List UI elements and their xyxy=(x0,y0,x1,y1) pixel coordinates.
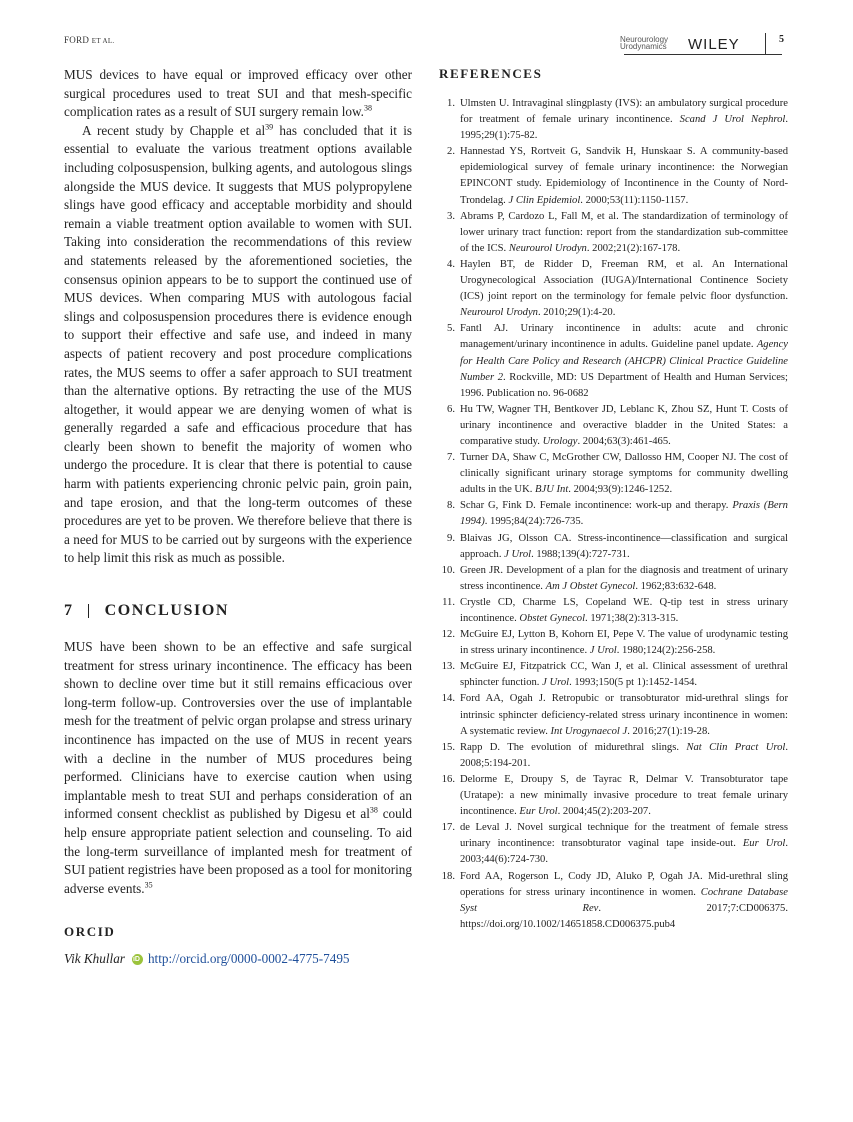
reference-citation-details: . 2004;45(2):203-207. xyxy=(557,806,651,818)
para2-text-a: A recent study by Chapple et al xyxy=(82,122,266,138)
reference-authors-title: Turner DA, Shaw C, McGrother CW, Dallosso HM, Cooper NJ. The cost of clinically significant urinary storage symptoms for community dwelling adults in the UK. xyxy=(460,452,788,496)
reference-citation-details: . 2016;27(1):19-28. xyxy=(627,725,710,737)
references-column xyxy=(439,66,788,933)
journal-logo-line2: Urodynamics xyxy=(620,42,667,51)
reference-authors-title: Blaivas JG, Olsson CA. Stress-incontinence—classification and surgical approach. xyxy=(460,532,788,560)
reference-authors-title: Hu TW, Wagner TH, Bentkover JD, Leblanc K, Zhou SZ, Hunt T. Costs of urinary incontinence and overactive bladder in the United States: a comparative study. xyxy=(460,403,788,447)
reference-journal: Agency for Health Care Policy and Research (AHCPR) Clinical Practice Guideline Number 2 xyxy=(460,339,788,383)
reference-item xyxy=(439,144,788,208)
reference-journal: J Urol xyxy=(504,548,532,560)
reference-citation-details: . Rockville, MD: US Department of Health and Human Services; 1996. Publication no. 96-0682 xyxy=(460,371,788,399)
reference-journal: Cochrane Database Syst Rev xyxy=(460,886,788,914)
reference-citation-details: . 2010;29(1):4-20. xyxy=(537,307,616,319)
reference-item xyxy=(439,869,788,933)
header-rule xyxy=(624,54,782,55)
orcid-author-name: Vik Khullar xyxy=(64,951,125,967)
reference-authors-title: Schar G, Fink D. Female incontinence: work-up and therapy. xyxy=(460,500,733,512)
reference-citation-details: . 1995;84(24):726-735. xyxy=(484,516,584,528)
reference-journal: Praxis (Bern 1994) xyxy=(460,500,788,528)
reference-authors-title: Green JR. Development of a plan for the diagnosis and treatment of urinary stress incontinence. xyxy=(460,564,788,592)
reference-citation-details: . 2008;5:194-201. xyxy=(460,741,788,769)
reference-text xyxy=(460,404,788,447)
reference-citation-details: . 1993;150(5 pt 1):1452-1454. xyxy=(569,677,698,689)
reference-citation-details: . 1980;124(2):256-258. xyxy=(616,645,716,657)
reference-journal: Nat Clin Pract Urol xyxy=(686,741,786,753)
reference-item xyxy=(439,498,788,530)
reference-number: 14. xyxy=(441,693,455,705)
citation-38b: 38 xyxy=(369,805,378,815)
reference-journal: Obstet Gynecol xyxy=(519,613,586,624)
header-divider xyxy=(765,33,766,55)
reference-journal: Neurourol Urodyn xyxy=(508,242,587,254)
conclusion-paragraph xyxy=(64,638,412,898)
section-heading-conclusion xyxy=(64,602,412,620)
orcid-heading: ORCID xyxy=(64,924,116,940)
reference-journal: Int Urogynaecol J xyxy=(550,725,628,737)
reference-journal: Eur Urol xyxy=(742,838,786,850)
reference-number: 7. xyxy=(447,452,455,464)
conclusion-text-b: could help ensure appropriate patient selection and counseling. To aid the long-term surveillance of implanted mesh for treatment of SUI patient registries have been proposed as a tool for monitoring adverse events. xyxy=(64,806,412,896)
reference-number: 3. xyxy=(447,210,455,222)
para2-text-b: has concluded that it is essential to evaluate the various treatment options available including colposuspension, bulking agents, and autologous slings alongside the MUS device. It suggests that MUS polypropylene slings have good efficacy and acceptable morbidity and should remain a viable treatment option available to women with SUI. Taking into consideration the recommendations of this review and statements released by the aforementioned societies, the consensus opinion appears to be to support the continued use of MUS devices. When comparing MUS with autologous facial slings and colposuspension procedures there is evidence enough to support their effective and safe use, and indeed in many aspects of patient recovery and post procedure complications rates, the MUS seems to offer a safer approach to SUI treatment than the alternative options. By retracting the use of the MUS altogether, it would appear we are denying women of what is generally regarded a safe and efficacious procedure that has clearly been shown to benefit the majority of women who undergo the procedure. It is clear that there is potential to cause harm with patients experiencing chronic pelvic pain, groin pain, and tape erosion, and that the long-term outcomes of these procedures are yet to be proven. We therefore believe that there is a need for MUS to be carried out by surgeons with the experience to help limit this risk as much as possible. xyxy=(64,122,412,566)
reference-authors-title: Rapp D. The evolution of midurethral slings. xyxy=(460,741,687,753)
reference-number: 4. xyxy=(447,258,455,270)
reference-item xyxy=(439,96,788,144)
reference-citation-details: . 1962;83:632-648. xyxy=(635,580,717,592)
reference-text xyxy=(460,533,788,560)
reference-item xyxy=(439,659,788,691)
reference-text xyxy=(460,693,788,736)
reference-citation-details: . 1988;139(4):727-731. xyxy=(531,548,630,560)
reference-journal: Scand J Urol Nephrol xyxy=(679,114,786,126)
reference-number: 16. xyxy=(441,773,455,785)
reference-journal: BJU Int xyxy=(535,484,569,496)
reference-item xyxy=(439,402,788,450)
reference-item xyxy=(439,740,788,772)
reference-authors-title: McGuire EJ, Lytton B, Kohorn EI, Pepe V. The value of urodynamic testing in stress urinary incontinence. xyxy=(460,629,788,657)
running-head-author: FORD xyxy=(64,35,90,45)
references-heading: REFERENCES xyxy=(439,66,543,81)
reference-item xyxy=(439,209,788,257)
reference-number: 12. xyxy=(441,629,455,641)
reference-number: 9. xyxy=(447,532,455,544)
reference-number: 13. xyxy=(441,661,455,673)
reference-authors-title: Crystle CD, Charme LS, Copeland WE. Q-tip test in stress urinary incontinence. xyxy=(460,596,788,624)
section-title: CONCLUSION xyxy=(104,602,230,620)
publisher-logo: WILEY xyxy=(688,36,740,53)
references-list xyxy=(439,96,788,933)
running-head-suffix: ET AL. xyxy=(91,37,115,45)
journal-logo xyxy=(620,36,668,50)
reference-number: 8. xyxy=(447,500,455,512)
reference-citation-details: . 2004;63(3):461-465. xyxy=(577,435,671,447)
reference-text xyxy=(460,211,788,254)
body-paragraph-1 xyxy=(64,66,412,122)
reference-text xyxy=(460,500,788,527)
reference-number: 6. xyxy=(447,403,455,415)
reference-item xyxy=(439,450,788,498)
reference-citation-details: . 2017;7:CD006375. https://doi.org/10.1002/14651858.CD006375.pub4 xyxy=(460,902,788,930)
reference-number: 2. xyxy=(447,146,455,158)
reference-text xyxy=(460,774,788,817)
reference-journal: Eur Urol xyxy=(519,806,558,818)
reference-item xyxy=(439,321,788,401)
reference-item xyxy=(439,772,788,820)
body-paragraph-2 xyxy=(64,122,412,568)
reference-citation-details: . 2004;93(9):1246-1252. xyxy=(568,484,673,496)
reference-citation-details: . 2000;53(11):1150-1157. xyxy=(580,194,689,206)
reference-text xyxy=(460,452,788,495)
orcid-link[interactable]: http://orcid.org/0000-0002-4775-7495 xyxy=(147,951,350,967)
page-number: 5 xyxy=(779,34,784,45)
reference-number: 1. xyxy=(447,98,455,109)
reference-journal: Am J Obstet Gynecol xyxy=(545,580,636,592)
reference-authors-title: Hannestad YS, Rortveit G, Sandvik H, Hunskaar S. A community-based epidemiological survey of female urinary incontinence: the Norwegian EPINCONT study. Epidemiology of Incontinence in the County of Nord-Trondelag. xyxy=(460,146,788,206)
citation-35: 35 xyxy=(144,880,153,890)
reference-item xyxy=(439,531,788,563)
reference-authors-title: de Leval J. Novel surgical technique for the treatment of female stress urinary incontinence: transobturator vaginal tape inside-out. xyxy=(460,822,788,850)
reference-number: 18. xyxy=(441,870,455,882)
para1-text: MUS devices to have equal or improved efficacy over other surgical procedures used to treat SUI and that mesh-specific complication rates as a result of SUI surgery remain low. xyxy=(64,67,412,120)
reference-authors-title: Ulmsten U. Intravaginal slingplasty (IVS): an ambulatory surgical procedure for treatment of female urinary incontinence. xyxy=(460,98,788,126)
reference-number: 11. xyxy=(442,596,455,608)
reference-journal: Urology xyxy=(542,435,578,447)
reference-item xyxy=(439,595,788,627)
reference-authors-title: McGuire EJ, Fitzpatrick CC, Wan J, et al. Clinical assessment of urethral sphincter function. xyxy=(460,661,788,689)
reference-number: 5. xyxy=(447,323,455,335)
reference-text xyxy=(460,822,788,865)
left-column xyxy=(64,66,412,968)
page-header xyxy=(64,30,788,60)
citation-38: 38 xyxy=(363,103,372,113)
reference-item xyxy=(439,257,788,321)
journal-logo-line1: Neurourology xyxy=(620,35,669,44)
section-heading-divider xyxy=(88,604,89,618)
reference-authors-title: Haylen BT, de Ridder D, Freeman RM, et al. An International Urogynecological Association (IUGA)/International Continence Society (ICS) joint report on the terminology for female pelvic floor dysfunction. xyxy=(460,258,788,303)
reference-text xyxy=(460,259,788,318)
reference-item xyxy=(439,563,788,595)
reference-journal: Neurourol Urodyn xyxy=(460,307,538,319)
reference-item xyxy=(439,691,788,739)
reference-number: 15. xyxy=(441,741,455,753)
reference-text xyxy=(460,323,788,398)
orcid-icon xyxy=(132,954,143,965)
orcid-entry xyxy=(64,950,412,968)
reference-item xyxy=(439,627,788,659)
citation-39: 39 xyxy=(265,122,274,132)
reference-journal: J Clin Epidemiol xyxy=(508,194,581,206)
conclusion-text-a: MUS have been shown to be an effective and safe surgical treatment for stress urinary incontinence. The efficacy has been shown to decline over time but it still remains efficacious over long-term follow-up. Controversies over the use of implantable mesh for the treatment of pelvic organ prolapse and stress urinary incontinence has impacted on the use of MUS in recent years with a decline in the number of MUS procedures being performed. Clinicians have to exercise caution when using implantable mesh to treat SUI and perhaps consideration of an informed consent checklist as published by Digesu et al xyxy=(64,639,412,822)
reference-authors-title: Fantl AJ. Urinary incontinence in adults: acute and chronic management/urinary incontinence in adults. Guideline panel update. xyxy=(460,323,788,351)
reference-text xyxy=(460,98,788,141)
reference-citation-details: . 2003;44(6):724-730. xyxy=(460,838,788,866)
reference-authors-title: Ford AA, Ogah J. Retropubic or transobturator mid-urethral slings for intrinsic sphincter deficiency-related stress urinary incontinence in women: A systematic review. xyxy=(460,693,788,737)
reference-text xyxy=(460,146,788,205)
reference-text xyxy=(460,742,788,769)
reference-text xyxy=(460,597,788,624)
reference-journal: J Urol xyxy=(542,677,570,689)
reference-authors-title: Abrams P, Cardozo L, Fall M, et al. The standardization of terminology of lower urinary tract function: report from the standardization sub-committee of the ICS. xyxy=(460,210,788,254)
reference-text xyxy=(460,629,788,656)
running-head xyxy=(64,35,114,45)
reference-item xyxy=(439,820,788,868)
reference-text xyxy=(460,871,788,930)
reference-authors-title: Ford AA, Rogerson L, Cody JD, Aluko P, Ogah JA. Mid-urethral sling operations for stress urinary incontinence in women. xyxy=(460,870,788,898)
reference-number: 17. xyxy=(441,822,455,834)
reference-authors-title: Delorme E, Droupy S, de Tayrac R, Delmar V. Transobturator tape (Uratape): a new minimally invasive procedure to treat female urinary incontinence. xyxy=(460,773,788,818)
reference-text xyxy=(460,565,788,592)
reference-citation-details: . 1971;38(2):313-315. xyxy=(585,613,679,624)
reference-citation-details: . 2002;21(2):167-178. xyxy=(586,242,681,254)
reference-number: 10. xyxy=(441,564,455,576)
section-number: 7 xyxy=(64,602,74,620)
reference-text xyxy=(460,661,788,688)
reference-citation-details: . 1995;29(1):75-82. xyxy=(460,114,788,142)
reference-journal: J Urol xyxy=(589,645,617,657)
